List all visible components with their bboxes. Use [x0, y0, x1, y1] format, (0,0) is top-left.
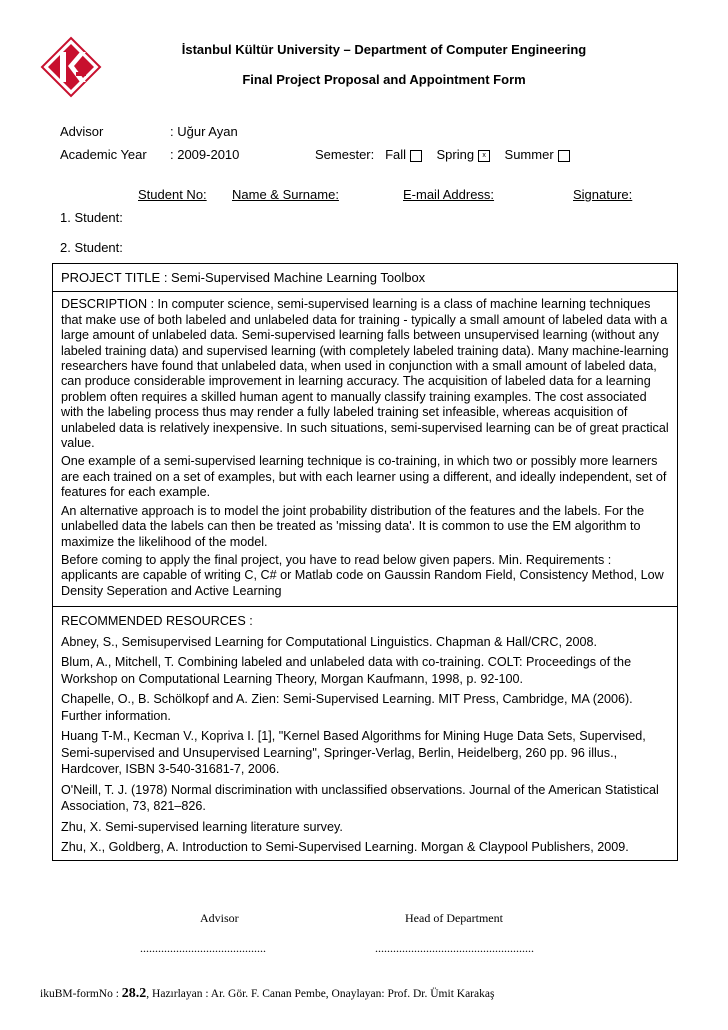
project-box	[52, 263, 678, 861]
description-paragraph: DESCRIPTION : In computer science, semi-supervised learning is a class of machine learning techniques that make use of both labeled and unlabeled data for training - typically a small amount of labeled data with a large amount of unlabeled data. Semi-supervised learning falls between unsupervised learning (without any labeled training data) and supervised learning (with completely labeled training data). Many machine-learning researchers have found that unlabeled data, when used in conjunction with a small amount of labeled data, can produce considerable improvement in learning accuracy. The acquisition of labeled data for a learning problem often requires a skilled human agent to manually classify training examples. The cost associated with the labeling process thus may render a fully labeled training set infeasible, whereas acquisition of unlabeled data is relatively inexpensive. In such situations, semi-supervised learning can be of great practical value.	[61, 297, 669, 451]
fall-label: Fall	[385, 147, 407, 162]
form-no-label: ikuBM-formNo :	[40, 988, 122, 1000]
semester-group	[315, 147, 570, 162]
resource-item: Chapelle, O., B. Schölkopf and A. Zien: Semi-Supervised Learning. MIT Press, Cambridge, MA (2006). Further information.	[61, 692, 633, 723]
student-no-header: Student No:	[138, 187, 207, 202]
resource-item: Blum, A., Mitchell, T. Combining labeled and unlabeled data with co-training. COLT: Proceedings of the Workshop on Computational Learning Theory, Morgan Kaufmann, 1998, p. 92-100.	[61, 655, 632, 686]
form-no: 28.2	[121, 986, 147, 1001]
resource-item: O'Neill, T. J. (1978) Normal discrimination with unclassified observations. Journal of the American Statistical Association, 73, 821–826.	[61, 782, 659, 814]
advisor-signature-line: ..........................................	[140, 941, 266, 955]
semester-label: Semester:	[315, 147, 375, 162]
description-paragraph: One example of a semi-supervised learning technique is co-training, in which two or possibly more learners are each trained on a set of examples, but with each learner using a different, and ideally independent, set of features for each example.	[61, 454, 667, 500]
spring-label: Spring	[436, 147, 475, 162]
project-title: PROJECT TITLE : Semi-Supervised Machine Learning Toolbox	[53, 264, 677, 292]
summer-checkbox[interactable]	[558, 150, 570, 162]
summer-label: Summer	[504, 147, 554, 162]
recommended-resources	[53, 607, 677, 860]
resources-heading: RECOMMENDED RESOURCES :	[61, 614, 253, 629]
spring-checkbox[interactable]: x	[478, 150, 490, 162]
university-heading: İstanbul Kültür University – Department of Computer Engineering	[181, 42, 587, 57]
form-footer	[40, 986, 494, 1002]
student-2-label: 2. Student:	[60, 240, 123, 255]
resource-item: Zhu, X. Semi-supervised learning literature survey.	[61, 819, 343, 834]
resource-item: Huang T-M., Kecman V., Kopriva I. [1], "Kernel Based Algorithms for Mining Huge Data Sets, Supervised, Semi-supervised and Unsupervised Learning", Springer-Verlag, Berlin, Heidelberg, 260 pp. 96 illus., Hardcover, ISBN 3-540-31681-7, 2006.	[61, 729, 646, 777]
project-description	[53, 292, 677, 607]
description-paragraph: An alternative approach is to model the joint probability distribution of the features and the labels. For the unlabelled data the labels can then be treated as 'missing data'. It is common to use the EM algorithm to maximize the likelihood of the model.	[61, 503, 645, 549]
advisor-label: Advisor	[60, 124, 104, 139]
student-1-label: 1. Student:	[60, 210, 123, 225]
advisor-signature-label: Advisor	[200, 911, 239, 925]
footer-credits: , Hazırlayan : Ar. Gör. F. Canan Pembe, Onaylayan: Prof. Dr. Ümit Karakaş	[146, 988, 495, 1000]
academic-year-label: Academic Year	[60, 147, 147, 162]
name-surname-header: Name & Surname:	[232, 187, 339, 202]
signature-header: Signature:	[573, 187, 633, 202]
form-title: Final Project Proposal and Appointment Form	[242, 72, 526, 87]
description-paragraph: Before coming to apply the final project, you have to read below given papers. Min. Requirements : applicants are capable of writing C, C# or Matlab code on Gaussin Random Field, Consistency Method, Low Density Seperation and Active Learning	[61, 552, 664, 598]
resource-item: Abney, S., Semisupervised Learning for Computational Linguistics. Chapman & Hall/CRC, 2008.	[61, 634, 597, 649]
email-header: E-mail Address:	[403, 187, 495, 202]
advisor-value: : Uğur Ayan	[170, 124, 238, 139]
academic-year-value: : 2009-2010	[170, 147, 240, 162]
head-signature-line: .....................................................	[375, 941, 534, 955]
fall-checkbox[interactable]	[410, 150, 422, 162]
head-signature-label: Head of Department	[405, 911, 503, 925]
resource-item: Zhu, X., Goldberg, A. Introduction to Semi-Supervised Learning. Morgan & Claypool Publishers, 2009.	[61, 840, 629, 855]
